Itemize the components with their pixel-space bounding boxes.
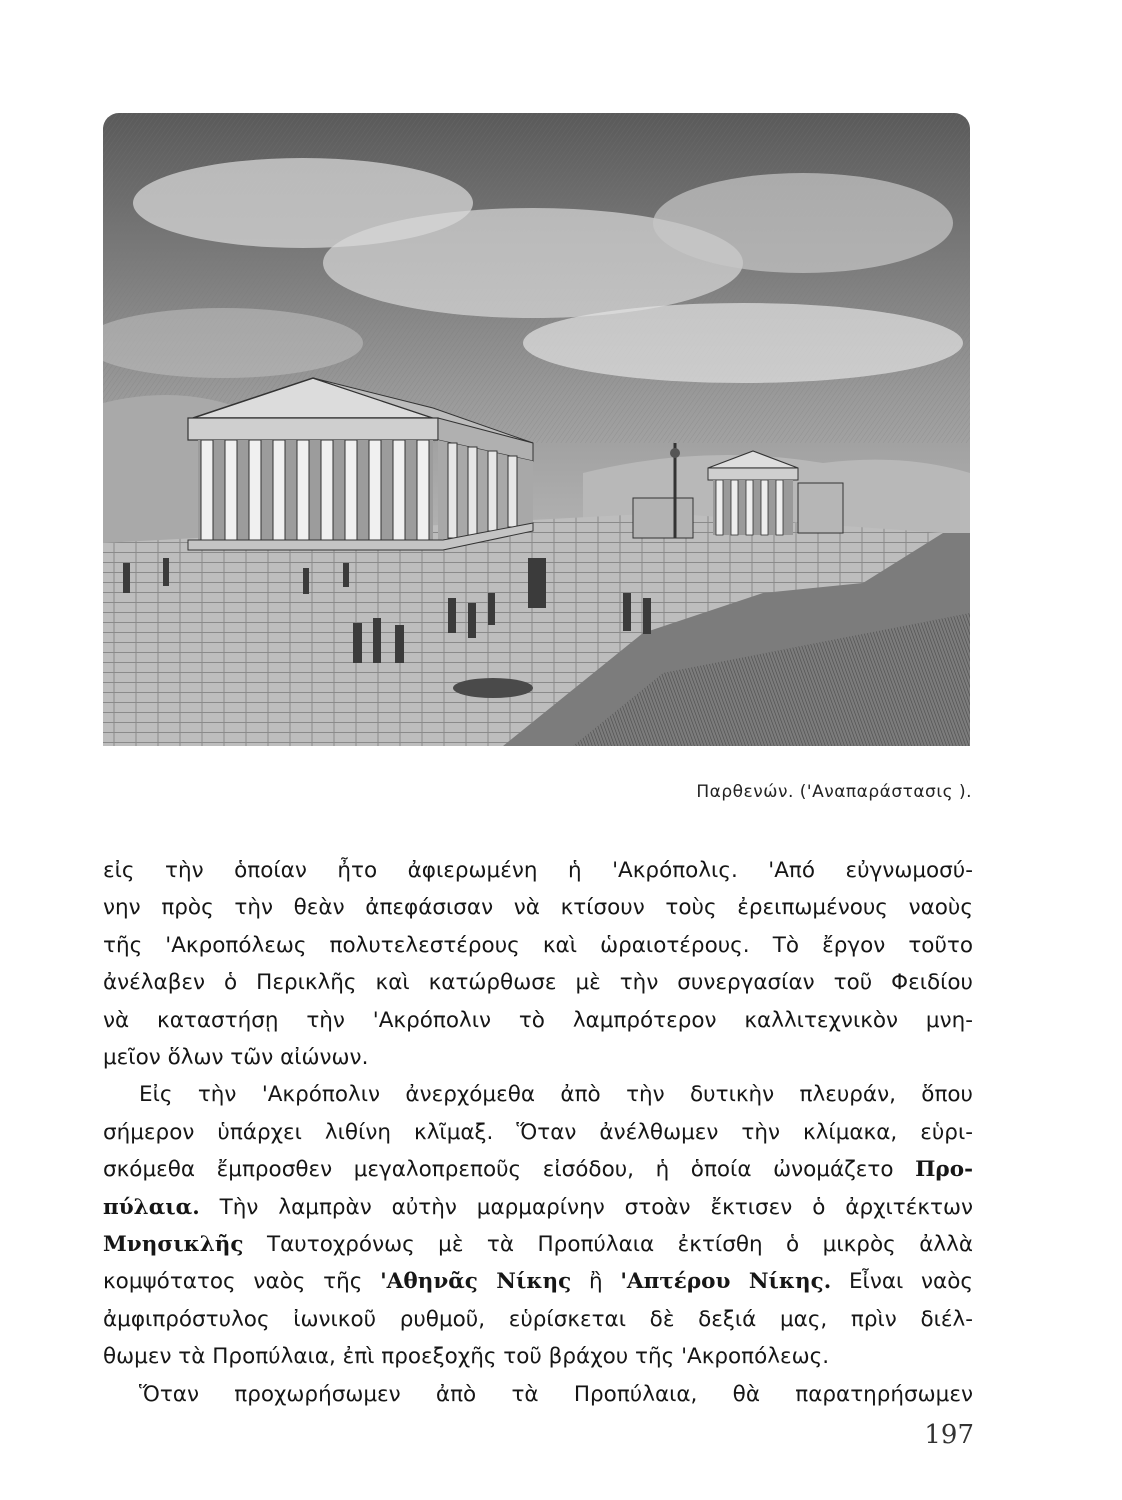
text-line: μεῖον ὅλων τῶν αἰώνων.	[103, 1045, 369, 1071]
text-span: σκόμεθα ἔμπροσθεν μεγαλοπρεποῦς εἰσόδου, ἡ ὁποία ὠνομάζετο	[103, 1157, 916, 1183]
text-line: Ὅταν προχωρήσωμεν ἀπὸ τὰ Προπύλαια, θὰ παρατηρήσωμεν	[139, 1381, 973, 1407]
paragraph-3	[103, 1376, 973, 1413]
body-text	[103, 852, 973, 1413]
figure-caption: Παρθενών. ('Αναπαράστασις ).	[696, 782, 972, 802]
text-line: ἀμφιπρόστυλος ἰωνικοῦ ρυθμοῦ, εὑρίσκεται δὲ δεξιά μας, πρὶν διέλ-	[103, 1306, 973, 1332]
text-line: εἰς τὴν ὁποίαν ἦτο ἀφιερωμένη ἡ 'Ακρόπολις. 'Από εὐγνωμοσύ-	[103, 858, 973, 883]
text-span: ἢ	[571, 1269, 621, 1295]
text-span: Εἶναι ναὸς	[831, 1269, 973, 1295]
text-line	[103, 1263, 973, 1300]
page-number: 197	[924, 1420, 974, 1450]
text-span: Ταυτοχρόνως μὲ τὰ Προπύλαια ἐκτίσθη ὁ μικρὸς ἀλλὰ	[243, 1232, 973, 1258]
text-span: Τὴν λαμπρὰν αὐτὴν μαρμαρίνην στοὰν ἔκτισεν ὁ ἀρχιτέκτων	[199, 1194, 973, 1220]
text-span: κομψότατος ναὸς τῆς	[103, 1269, 381, 1295]
paragraph-1	[103, 852, 973, 1076]
text-line: σήμερον ὑπάρχει λιθίνη κλῖμαξ. Ὅταν ἀνέλθωμεν τὴν κλίμακα, εὑρι-	[103, 1119, 973, 1145]
text-line: θωμεν τὰ Προπύλαια, ἐπὶ προεξοχῆς τοῦ βράχου τῆς 'Ακροπόλεως.	[103, 1344, 830, 1370]
bold-term: πύλαια.	[103, 1194, 200, 1220]
text-line	[103, 1189, 973, 1226]
bold-term: Προ-	[915, 1157, 973, 1183]
text-line: νὰ καταστήσῃ τὴν 'Ακρόπολιν τὸ λαμπρότερον καλλιτεχνικὸν μνη-	[103, 1007, 973, 1033]
bold-term: 'Αθηνᾶς Νίκης	[380, 1269, 572, 1295]
text-line	[103, 1226, 973, 1263]
text-line: τῆς 'Ακροπόλεως πολυτελεστέρους καὶ ὡραιοτέρους. Τὸ ἔργον τοῦτο	[103, 932, 973, 958]
parthenon-illustration	[103, 113, 970, 746]
bold-term: Μνησικλῆς	[103, 1232, 244, 1258]
bold-term: 'Απτέρου Νίκης.	[620, 1269, 832, 1295]
text-line	[103, 1151, 973, 1188]
paragraph-2	[103, 1076, 973, 1375]
engraving-image	[103, 113, 970, 746]
text-line: Εἰς τὴν 'Ακρόπολιν ἀνερχόμεθα ἀπὸ τὴν δυτικὴν πλευράν, ὅπου	[139, 1082, 973, 1108]
text-line: ἀνέλαβεν ὁ Περικλῆς καὶ κατώρθωσε μὲ τὴν συνεργασίαν τοῦ Φειδίου	[103, 970, 973, 996]
text-line: νην πρὸς τὴν θεὰν ἀπεφάσισαν νὰ κτίσουν τοὺς ἐρειπωμένους ναοὺς	[103, 895, 973, 921]
